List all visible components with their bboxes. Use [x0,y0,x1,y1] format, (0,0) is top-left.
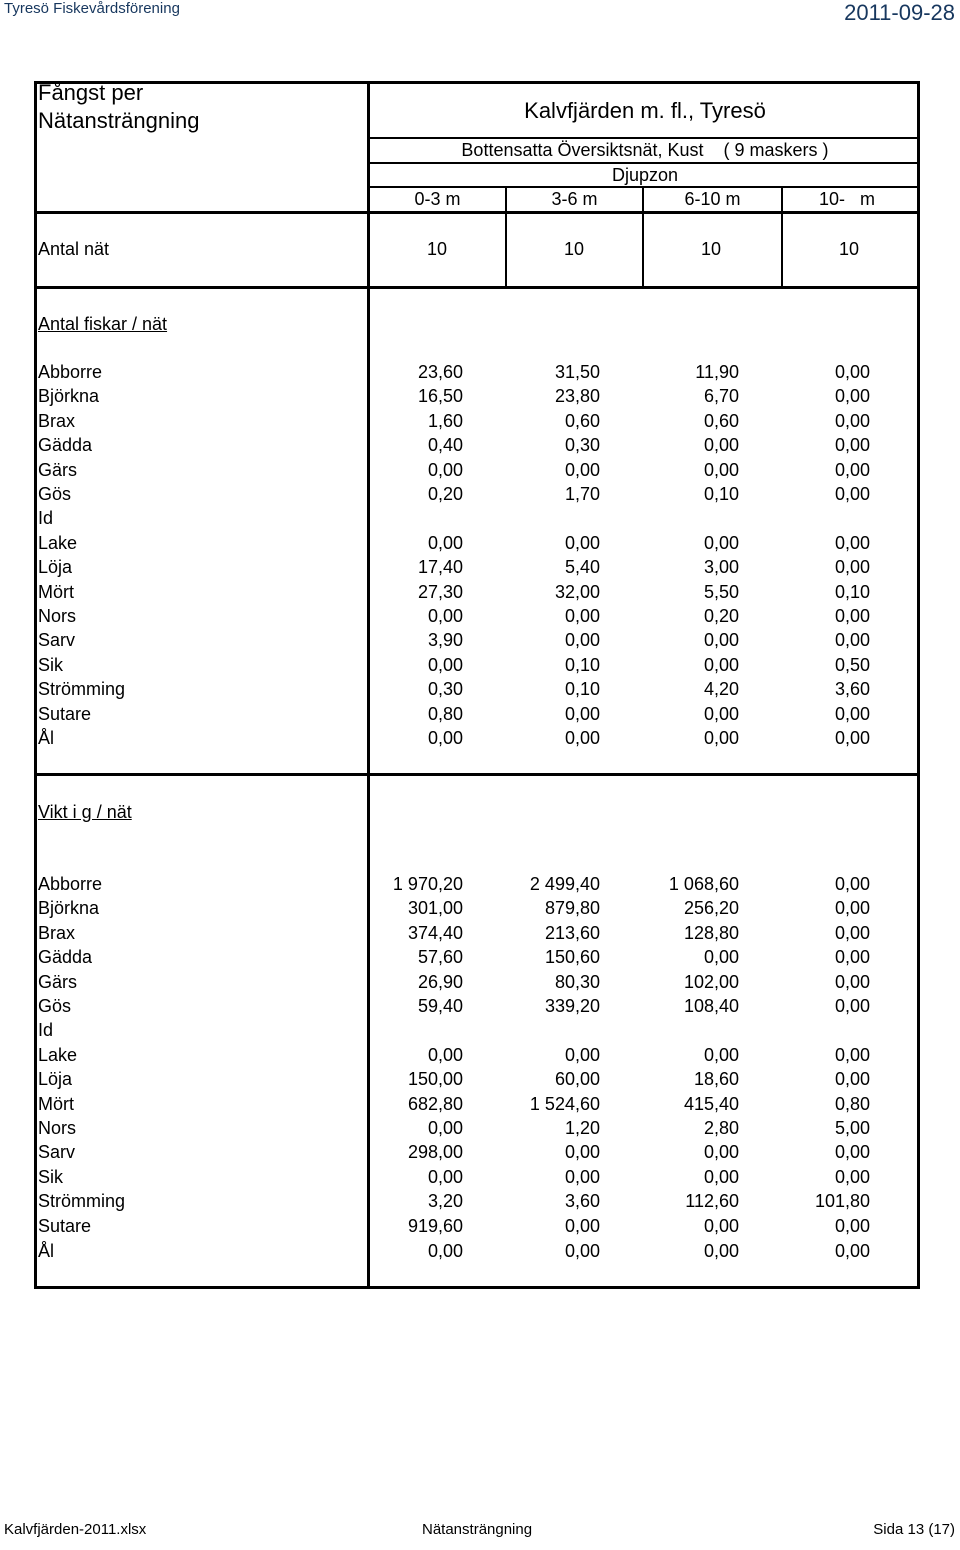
cell-value: 0,00 [703,532,739,553]
antal-nat-3: 10 [701,239,722,259]
cell-value: 0,00 [564,606,600,626]
cell-value: 0,00 [703,1142,739,1163]
cell-value: 18,60 [693,1069,739,1090]
cell-value: 23,60 [417,362,463,382]
cell-value: 0,00 [427,654,463,675]
species-label: Gös [38,484,72,504]
cell-value: 0,00 [703,728,739,748]
cell-value: 0,00 [834,1215,870,1236]
antal-nat-4: 10 [839,239,860,259]
species-label: Gös [38,996,72,1016]
cell-value: 0,00 [834,1142,870,1163]
species-label: Gädda [38,947,93,968]
species-label: Nors [38,1118,77,1138]
cell-value: 0,10 [564,654,600,675]
cell-value: 26,90 [417,971,463,992]
depth-zone-label: Djupzon [611,165,679,185]
cell-value: 0,50 [834,654,870,675]
cell-value: 0,00 [834,874,870,894]
depth-zone-1: 0-3 m [414,189,461,209]
organization-name: Tyresö Fiskevårdsförening [4,0,180,17]
species-label: Gärs [38,971,78,992]
cell-value: 59,40 [417,996,463,1016]
cell-value: 5,50 [703,581,739,602]
cell-value: 17,40 [417,557,463,578]
depth-zone-4: 10- m [819,189,876,209]
cell-value: 682,80 [407,1093,463,1114]
cell-value: 0,00 [834,971,870,992]
species-label: Ål [38,728,55,748]
cell-value: 0,20 [427,484,463,504]
species-label: Strömming [38,1191,126,1212]
location-title: Kalvfjärden m. fl., Tyresö [524,98,766,123]
cell-value: 0,00 [703,435,739,456]
cell-value: 102,00 [683,971,739,992]
species-label: Björkna [38,898,100,919]
cell-value: 0,00 [427,1241,463,1261]
cell-value: 0,00 [834,435,870,456]
footer-page: Sida 13 (17) [873,1521,955,1538]
cell-value: 0,00 [834,898,870,919]
cell-value: 2 499,40 [529,874,600,894]
cell-value: 32,00 [554,581,600,602]
cell-value: 0,00 [427,1044,463,1065]
cell-value: 0,00 [703,1215,739,1236]
species-label: Sutare [38,1215,92,1236]
cell-value: 0,60 [703,410,739,431]
cell-value: 0,00 [834,947,870,968]
species-label: Sik [38,654,64,675]
cell-value: 301,00 [407,898,463,919]
species-label: Ål [38,1241,55,1261]
report-date: 2011-09-28 [844,0,955,25]
cell-value: 0,30 [427,679,463,700]
species-label: Strömming [38,679,126,700]
cell-value: 3,00 [703,557,739,578]
cell-value: 0,00 [427,606,463,626]
cell-value: 0,00 [834,1044,870,1065]
cell-value: 0,00 [427,459,463,480]
cell-value: 0,00 [564,630,600,651]
cell-value: 0,00 [834,996,870,1016]
cell-value: 57,60 [417,947,463,968]
species-label: Sarv [38,1142,76,1163]
species-label: Sutare [38,703,92,724]
cell-value: 0,00 [564,459,600,480]
cell-value: 1 970,20 [392,874,463,894]
cell-value: 0,00 [703,1241,739,1261]
cell-value: 0,00 [427,1166,463,1187]
cell-value: 0,00 [703,630,739,651]
footer-sheet: Nätansträngning [422,1521,533,1538]
cell-value: 0,00 [834,386,870,407]
cell-value: 0,00 [834,1241,870,1261]
cell-value: 1 524,60 [529,1093,600,1114]
cell-value: 80,30 [554,971,600,992]
cell-value: 0,00 [834,532,870,553]
cell-value: 2,80 [703,1118,739,1138]
cell-value: 0,00 [834,630,870,651]
footer-filename: Kalvfjärden-2011.xlsx [4,1521,147,1538]
cell-value: 0,80 [427,703,463,724]
species-label: Mört [38,1093,74,1114]
cell-value: 27,30 [417,581,463,602]
cell-value: 339,20 [544,996,600,1016]
cell-value: 112,60 [685,1191,739,1212]
cell-value: 415,40 [683,1093,739,1114]
cell-value: 3,90 [427,630,463,651]
cell-value: 3,20 [427,1191,463,1212]
antal-nat-1: 10 [427,239,448,259]
species-label: Lake [38,532,78,553]
section-weight-label: Vikt i g / nät [38,802,132,822]
cell-value: 0,80 [834,1093,870,1114]
cell-value: 0,00 [427,532,463,553]
cell-value: 0,00 [834,606,870,626]
species-label: Gädda [38,435,93,456]
cell-value: 0,00 [564,703,600,724]
species-label: Sarv [38,630,76,651]
cell-value: 0,00 [703,1044,739,1065]
species-label: Brax [38,410,76,431]
cell-value: 919,60 [407,1215,463,1236]
cell-value: 31,50 [554,362,600,382]
cell-value: 5,40 [564,557,600,578]
cell-value: 879,80 [544,898,600,919]
cell-value: 0,00 [703,703,739,724]
cell-value: 213,60 [544,922,600,943]
cell-value: 0,20 [703,606,739,626]
cell-value: 0,00 [834,362,870,382]
cell-value: 298,00 [407,1142,463,1163]
cell-value: 0,00 [834,1166,870,1187]
depth-zone-2: 3-6 m [551,189,598,209]
cell-value: 0,00 [834,922,870,943]
cell-value: 0,00 [703,1166,739,1187]
cell-value: 0,00 [427,1118,463,1138]
cell-value: 0,30 [564,435,600,456]
cell-value: 1,20 [564,1118,600,1138]
cell-value: 0,00 [834,728,870,748]
species-label: Id [38,1020,54,1041]
cell-value: 0,00 [564,1044,600,1065]
cell-value: 1 068,60 [668,874,739,894]
depth-zone-3: 6-10 m [684,189,741,209]
cell-value: 4,20 [703,679,739,700]
species-label: Löja [38,557,73,578]
antal-nat-2: 10 [564,239,585,259]
divider [34,286,920,289]
cell-value: 0,00 [834,410,870,431]
cell-value: 150,60 [544,947,600,968]
cell-value: 0,10 [834,581,870,602]
cell-value: 0,00 [564,1241,600,1261]
species-label: Brax [38,922,76,943]
cell-value: 0,00 [564,532,600,553]
divider [34,211,920,214]
table-title-line2: Nätansträngning [38,108,200,133]
cell-value: 60,00 [554,1069,600,1090]
section-count-label: Antal fiskar / nät [38,314,168,334]
species-label: Abborre [38,874,103,894]
cell-value: 101,80 [814,1191,870,1212]
species-label: Abborre [38,362,103,382]
species-label: Nors [38,606,77,626]
cell-value: 374,40 [407,922,463,943]
species-label: Lake [38,1044,78,1065]
cell-value: 0,00 [834,703,870,724]
cell-value: 0,00 [703,947,739,968]
cell-value: 0,00 [564,1142,600,1163]
cell-value: 0,10 [703,484,739,504]
species-label: Id [38,508,54,529]
net-type-label: Bottensatta Översiktsnät, Kust ( 9 maskers ) [461,140,829,160]
cell-value: 0,60 [564,410,600,431]
divider [34,773,920,776]
species-label: Björkna [38,386,100,407]
cell-value: 0,00 [834,557,870,578]
cell-value: 0,00 [564,728,600,748]
species-label: Löja [38,1069,73,1090]
species-label: Gärs [38,459,78,480]
divider [781,186,783,288]
cell-value: 3,60 [834,679,870,700]
cell-value: 0,40 [427,435,463,456]
cell-value: 6,70 [703,386,739,407]
cell-value: 0,10 [564,679,600,700]
cell-value: 5,00 [834,1118,870,1138]
cell-value: 0,00 [703,654,739,675]
cell-value: 0,00 [564,1166,600,1187]
cell-value: 0,00 [834,1069,870,1090]
species-label: Sik [38,1166,64,1187]
cell-value: 23,80 [554,386,600,407]
cell-value: 0,00 [834,459,870,480]
cell-value: 108,40 [683,996,739,1016]
species-label: Mört [38,581,74,602]
cell-value: 256,20 [683,898,739,919]
cell-value: 0,00 [834,484,870,504]
cell-value: 0,00 [703,459,739,480]
cell-value: 1,70 [564,484,600,504]
cell-value: 0,00 [564,1215,600,1236]
cell-value: 11,90 [695,362,739,382]
antal-nat-label: Antal nät [38,239,110,259]
cell-value: 3,60 [564,1191,600,1212]
cell-value: 150,00 [407,1069,463,1090]
table-title-line1: Fångst per [38,80,144,105]
cell-value: 128,80 [683,922,739,943]
cell-value: 1,60 [427,410,463,431]
cell-value: 16,50 [417,386,463,407]
cell-value: 0,00 [427,728,463,748]
